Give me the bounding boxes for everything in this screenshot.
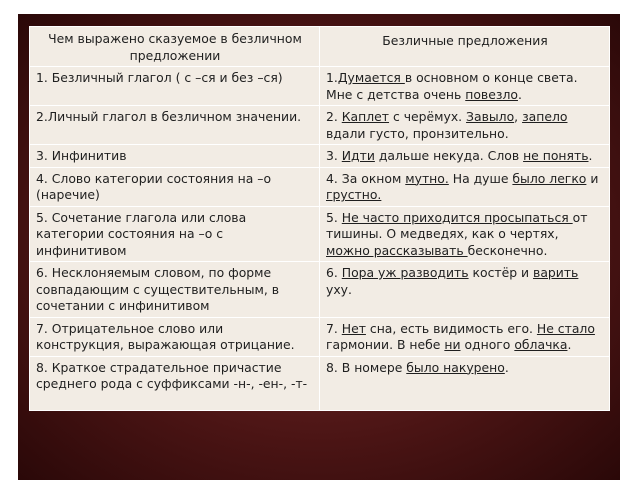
header-predicate-type: Чем выражено сказуемое в безличном предложении xyxy=(30,27,320,67)
predicate-underlined: было легко xyxy=(512,170,587,186)
sentence-text: 1. xyxy=(326,70,338,85)
sentence-text: На душе xyxy=(448,170,513,186)
impersonal-sentences-table xyxy=(29,26,610,411)
predicate-underlined: ни xyxy=(444,337,461,352)
sentence-text: 3. xyxy=(326,148,342,163)
predicate-underlined: грустно. xyxy=(326,187,382,202)
sentence-text: 7. xyxy=(326,320,342,336)
table-row xyxy=(30,167,610,206)
predicate-underlined: облачка xyxy=(514,337,568,352)
predicate-underlined: Завыло xyxy=(466,109,515,124)
sentence-text: 8. В номере xyxy=(326,359,407,375)
table-header-row xyxy=(30,27,610,67)
predicate-underlined: Не стало xyxy=(536,320,595,336)
table-row xyxy=(30,356,610,410)
predicate-underlined: повезло xyxy=(465,86,518,102)
sentence-text: . xyxy=(517,86,522,102)
table-row xyxy=(30,262,610,318)
table-row xyxy=(30,206,610,262)
predicate-underlined: Идти xyxy=(341,148,375,163)
table-row xyxy=(30,67,610,106)
predicate-type-cell: 5. Сочетание глагола или слова категории состояния на –о с инфинитивом xyxy=(30,206,320,262)
sentence-text: с черёмух. xyxy=(389,109,467,124)
table-row xyxy=(30,317,610,356)
predicate-underlined: Нет xyxy=(341,320,366,336)
sentence-text: , xyxy=(514,109,523,124)
predicate-underlined: можно рассказывать xyxy=(326,242,468,258)
example-sentence-cell xyxy=(320,356,610,410)
example-sentence-cell xyxy=(320,145,610,168)
sentence-text: . xyxy=(567,337,572,352)
sentence-text: и xyxy=(586,170,599,186)
predicate-type-cell: 2.Личный глагол в безличном значении. xyxy=(30,106,320,145)
predicate-type-cell: 7. Отрицательное слово или конструкция, выражающая отрицание. xyxy=(30,317,320,356)
example-sentence-cell xyxy=(320,167,610,206)
predicate-underlined: Каплет xyxy=(341,109,390,124)
predicate-underlined: было накурено xyxy=(406,359,505,375)
predicate-underlined: Думается xyxy=(337,70,405,85)
example-sentence-cell xyxy=(320,206,610,262)
sentence-text: 5. xyxy=(326,209,342,225)
predicate-underlined: Пора уж разводить xyxy=(341,265,469,280)
predicate-underlined: Не часто приходится просыпаться xyxy=(341,209,573,225)
sentence-text: костёр и xyxy=(468,265,534,280)
sentence-text: . xyxy=(504,359,509,375)
sentence-text: от тишины. О медведях, как о чертях, xyxy=(326,209,588,241)
predicate-type-cell: 8. Краткое страдательное причастие среднего рода с суффиксами -н-, -ен-, -т- xyxy=(30,356,320,410)
example-sentence-cell xyxy=(320,317,610,356)
sentence-text: уху. xyxy=(326,281,352,297)
predicate-underlined: мутно. xyxy=(405,170,449,186)
sentence-text: в основном о конце света. Мне с детства очень xyxy=(326,70,578,102)
predicate-underlined: запело xyxy=(522,109,568,124)
example-sentence-cell xyxy=(320,262,610,318)
sentence-text: вдали густо, пронзительно. xyxy=(326,125,509,141)
predicate-type-cell: 1. Безличный глагол ( с –ся и без –ся) xyxy=(30,67,320,106)
sentence-text: одного xyxy=(460,337,515,352)
example-sentence-cell xyxy=(320,106,610,145)
sentence-text: бесконечно. xyxy=(467,242,548,258)
sentence-text: 4. За окном xyxy=(326,170,406,186)
sentence-text: дальше некуда. Слов xyxy=(374,148,524,163)
sentence-text: гармонии. В небе xyxy=(326,337,445,352)
predicate-underlined: варить xyxy=(533,265,579,280)
table-row xyxy=(30,145,610,168)
header-impersonal-sentences: Безличные предложения xyxy=(320,27,610,67)
example-sentence-cell xyxy=(320,67,610,106)
sentence-text: 6. xyxy=(326,265,342,280)
predicate-underlined: не понять xyxy=(523,148,589,163)
sentence-text: 2. xyxy=(326,109,342,124)
sentence-text: . xyxy=(588,148,593,163)
sentence-text: сна, есть видимость его. xyxy=(365,320,537,336)
table-row xyxy=(30,106,610,145)
predicate-type-cell: 4. Слово категории состояния на –о (наречие) xyxy=(30,167,320,206)
predicate-type-cell: 6. Несклоняемым словом, по форме совпадающим с существительным, в сочетании с инфинитивом xyxy=(30,262,320,318)
predicate-type-cell: 3. Инфинитив xyxy=(30,145,320,168)
